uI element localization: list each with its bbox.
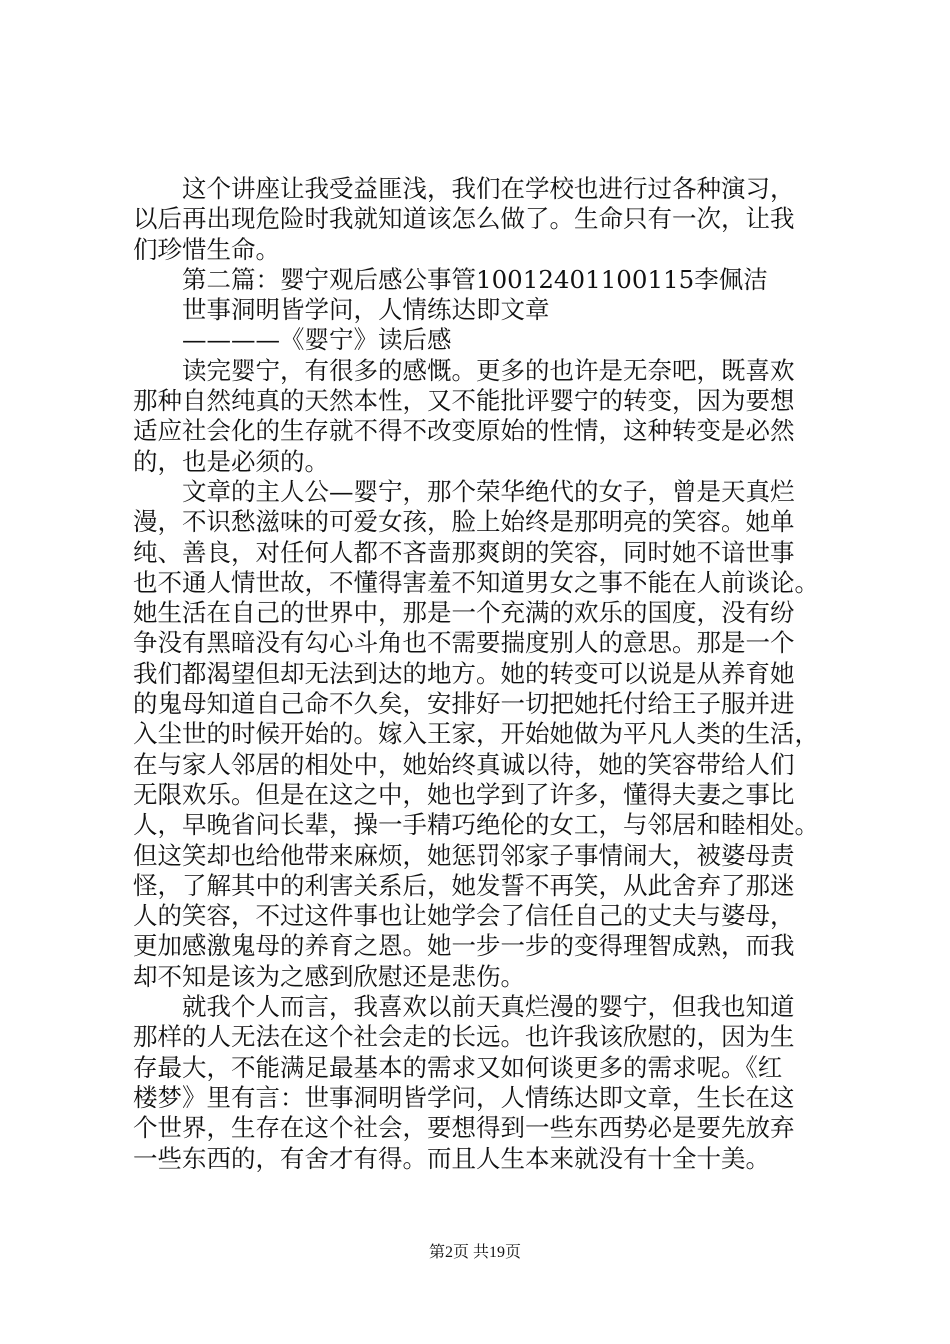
text-line <box>133 1053 833 1083</box>
text-line-content: 以后再出现危险时我就知道该怎么做了。生命只有一次，让我 <box>133 204 795 234</box>
text-line <box>133 1144 833 1174</box>
text-line-content: 楼梦》里有言：世事洞明皆学问，人情练达即文章，生长在这 <box>133 1082 795 1112</box>
text-line <box>133 416 833 446</box>
text-line-content: 人，早晚省问长辈，操一手精巧绝伦的女工，与邻居和睦相处。 <box>133 810 819 840</box>
text-line <box>133 568 833 598</box>
text-line <box>133 235 833 265</box>
text-line <box>133 598 833 628</box>
text-line <box>133 992 833 1022</box>
text-line <box>133 1083 833 1113</box>
text-line <box>133 507 833 537</box>
text-line-content: 那样的人无法在这个社会走的长远。也许我该欣慰的，因为生 <box>133 1022 795 1052</box>
text-line <box>133 689 833 719</box>
text-line-content: 更加感激鬼母的养育之恩。她一步一步的变得理智成熟，而我 <box>133 931 795 961</box>
text-line <box>133 901 833 931</box>
text-line <box>133 659 833 689</box>
text-line-content: 人的笑容，不过这件事也让她学会了信任自己的丈夫与婆母， <box>133 901 795 931</box>
text-line-content: 无限欢乐。但是在这之中，她也学到了许多，懂得夫妻之事比 <box>133 779 795 809</box>
article-title <box>133 295 833 325</box>
text-line-content: 一些东西的，有舍才有得。而且人生本来就没有十全十美。 <box>133 1143 770 1173</box>
text-line <box>133 810 833 840</box>
text-line <box>133 1113 833 1143</box>
text-line-content: 漫，不识愁滋味的可爱女孩，脸上始终是那明亮的笑容。她单 <box>133 507 795 537</box>
text-line-content: 纯、善良，对任何人都不吝啬那爽朗的笑容，同时她不谙世事 <box>133 537 795 567</box>
text-line-content: 个世界，生存在这个社会，要想得到一些东西势必是要先放弃 <box>133 1113 795 1143</box>
page-number-footer: 第2页 共19页 <box>428 1244 521 1261</box>
text-line <box>133 356 833 386</box>
text-line-content: 的，也是必须的。 <box>133 446 329 476</box>
text-line-content: 适应社会化的生存就不得不改变原始的性情，这种转变是必然 <box>133 416 795 446</box>
text-line <box>133 750 833 780</box>
text-line-content: 的鬼母知道自己命不久矣，安排好一切把她托付给王子服并进 <box>133 689 795 719</box>
text-line-content: 也不通人情世故，不懂得害羞不知道男女之事不能在人前谈论。 <box>133 567 819 597</box>
text-line-content: 入尘世的时候开始的。嫁入王家，开始她做为平凡人类的生活， <box>133 719 819 749</box>
text-line-content: 存最大，不能满足最基本的需求又如何谈更多的需求呢。《红 <box>133 1052 783 1082</box>
text-line <box>133 719 833 749</box>
text-line <box>133 447 833 477</box>
text-line <box>133 871 833 901</box>
text-line-content: 那种自然纯真的天然本性，又不能批评婴宁的转变，因为要想 <box>133 386 795 416</box>
document-body <box>133 174 833 1174</box>
text-line <box>133 174 833 204</box>
section-heading <box>133 265 833 295</box>
text-line <box>133 931 833 961</box>
text-line-content: 世事洞明皆学问，人情练达即文章 <box>182 295 550 325</box>
text-line-content: 我们都渴望但却无法到达的地方。她的转变可以说是从养育她 <box>133 658 795 688</box>
text-line <box>133 538 833 568</box>
text-line-content: 在与家人邻居的相处中，她始终真诚以待，她的笑容带给人们 <box>133 749 795 779</box>
text-line <box>133 628 833 658</box>
text-line-content: 第二篇：婴宁观后感公事管10012401100115李佩洁 <box>182 264 768 294</box>
text-line <box>133 1022 833 1052</box>
text-line-content: 但这笑却也给他带来麻烦，她惩罚邻家子事情闹大，被婆母责 <box>133 840 795 870</box>
text-line-content: 怪，了解其中的利害关系后，她发誓不再笑，从此舍弃了那迷 <box>133 870 795 900</box>
text-line-content: ————《婴宁》读后感 <box>182 325 452 355</box>
text-line-content: 争没有黑暗没有勾心斗角也不需要揣度别人的意思。那是一个 <box>133 628 795 658</box>
text-line <box>133 386 833 416</box>
article-subtitle <box>133 325 833 355</box>
text-line <box>133 780 833 810</box>
text-line <box>133 841 833 871</box>
text-line-content: 却不知是该为之感到欣慰还是悲伤。 <box>133 961 525 991</box>
text-line-content: 就我个人而言，我喜欢以前天真烂漫的婴宁，但我也知道 <box>182 992 795 1022</box>
text-line <box>133 477 833 507</box>
text-line <box>133 204 833 234</box>
text-line-content: 文章的主人公—婴宁，那个荣华绝代的女子，曾是天真烂 <box>182 476 795 506</box>
text-line-content: 读完婴宁，有很多的感慨。更多的也许是无奈吧，既喜欢 <box>182 355 795 385</box>
text-line-content: 这个讲座让我受益匪浅，我们在学校也进行过各种演习， <box>182 174 795 203</box>
text-line <box>133 962 833 992</box>
text-line-content: 她生活在自己的世界中，那是一个充满的欢乐的国度，没有纷 <box>133 598 795 628</box>
text-line-content: 们珍惜生命。 <box>133 234 280 264</box>
